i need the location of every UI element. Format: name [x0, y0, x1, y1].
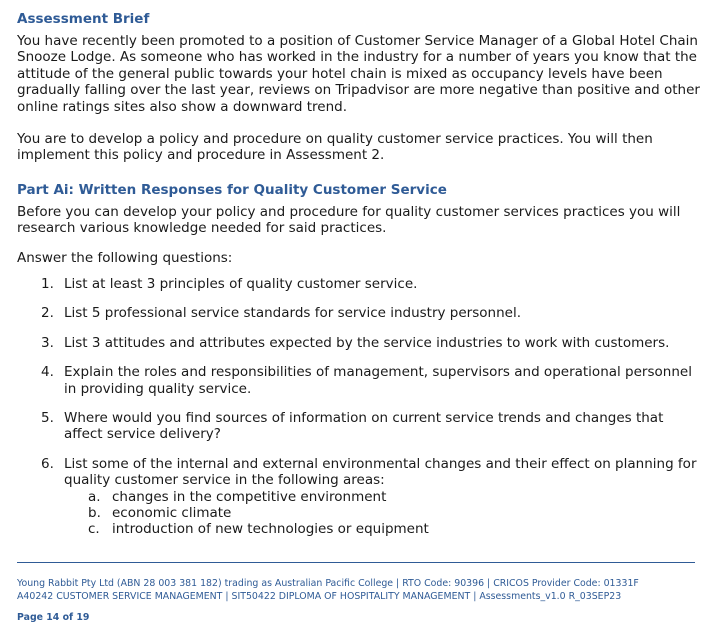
page-number: Page 14 of 19 [17, 612, 90, 623]
question-text: List some of the internal and external environmental changes and their effect on planning for quality customer service in the following areas: [64, 455, 697, 489]
sub-question-item [64, 489, 702, 505]
question-text: List at least 3 principles of quality customer service. [64, 276, 418, 292]
sub-question-text: changes in the competitive environment [112, 488, 387, 505]
part-ai-intro: Before you can develop your policy and procedure for quality customer services practices you will research various knowledge needed for said practices. [17, 204, 681, 237]
sub-question-letter: b. [88, 505, 101, 522]
assessment-brief-heading: Assessment Brief [17, 11, 150, 27]
question-item [17, 456, 702, 538]
questions-prompt: Answer the following questions: [17, 250, 233, 266]
sub-question-item [64, 505, 702, 521]
footer-divider [17, 562, 695, 563]
question-text: Explain the roles and responsibilities of management, supervisors and operational personnel in providing quality service. [64, 364, 692, 397]
sub-question-list [64, 489, 702, 538]
sub-question-letter: c. [88, 521, 100, 538]
question-list [17, 276, 702, 551]
question-number: 4. [41, 364, 54, 381]
question-number: 2. [41, 305, 54, 322]
question-item [17, 364, 702, 397]
part-ai-heading: Part Ai: Written Responses for Quality Customer Service [17, 182, 447, 198]
sub-question-item [64, 521, 702, 537]
question-text: List 3 attitudes and attributes expected by the service industries to work with customers. [64, 334, 670, 351]
question-text: List 5 professional service standards for service industry personnel. [64, 305, 521, 322]
question-item [17, 276, 702, 292]
question-item [17, 305, 702, 321]
sub-question-letter: a. [88, 488, 101, 505]
sub-question-text: introduction of new technologies or equipment [112, 521, 429, 538]
question-number: 3. [41, 334, 54, 351]
question-number: 6. [41, 455, 54, 472]
question-text: Where would you find sources of information on current service trends and changes that affect service delivery? [64, 410, 664, 443]
question-number: 5. [41, 410, 54, 427]
footer-provider-line: Young Rabbit Pty Ltd (ABN 28 003 381 182) trading as Australian Pacific College | RTO Code: 90396 | CRICOS Provider Code: 01331F [17, 578, 639, 589]
page-footer [17, 578, 707, 625]
footer-course-line: A40242 CUSTOMER SERVICE MANAGEMENT | SIT50422 DIPLOMA OF HOSPITALITY MANAGEMENT | Assessments_v1.0 R_03SEP23 [17, 590, 622, 602]
assessment-brief-paragraph-2: You are to develop a policy and procedure on quality customer service practices. You will then implement this policy and procedure in Assessment 2. [17, 131, 653, 164]
sub-question-text: economic climate [112, 505, 232, 522]
question-item [17, 410, 702, 443]
assessment-brief-paragraph-1: You have recently been promoted to a position of Customer Service Manager of a Global Hotel Chain Snooze Lodge. As someone who has worked in the industry for a number of years you know that the attitude of the general public towards your hotel chain is mixed as occupancy levels have been gradually falling over the last year, reviews on Tripadvisor are more negative than positive and other online ratings sites also show a downward trend. [17, 33, 700, 115]
question-number: 1. [41, 276, 54, 292]
question-item [17, 335, 702, 351]
